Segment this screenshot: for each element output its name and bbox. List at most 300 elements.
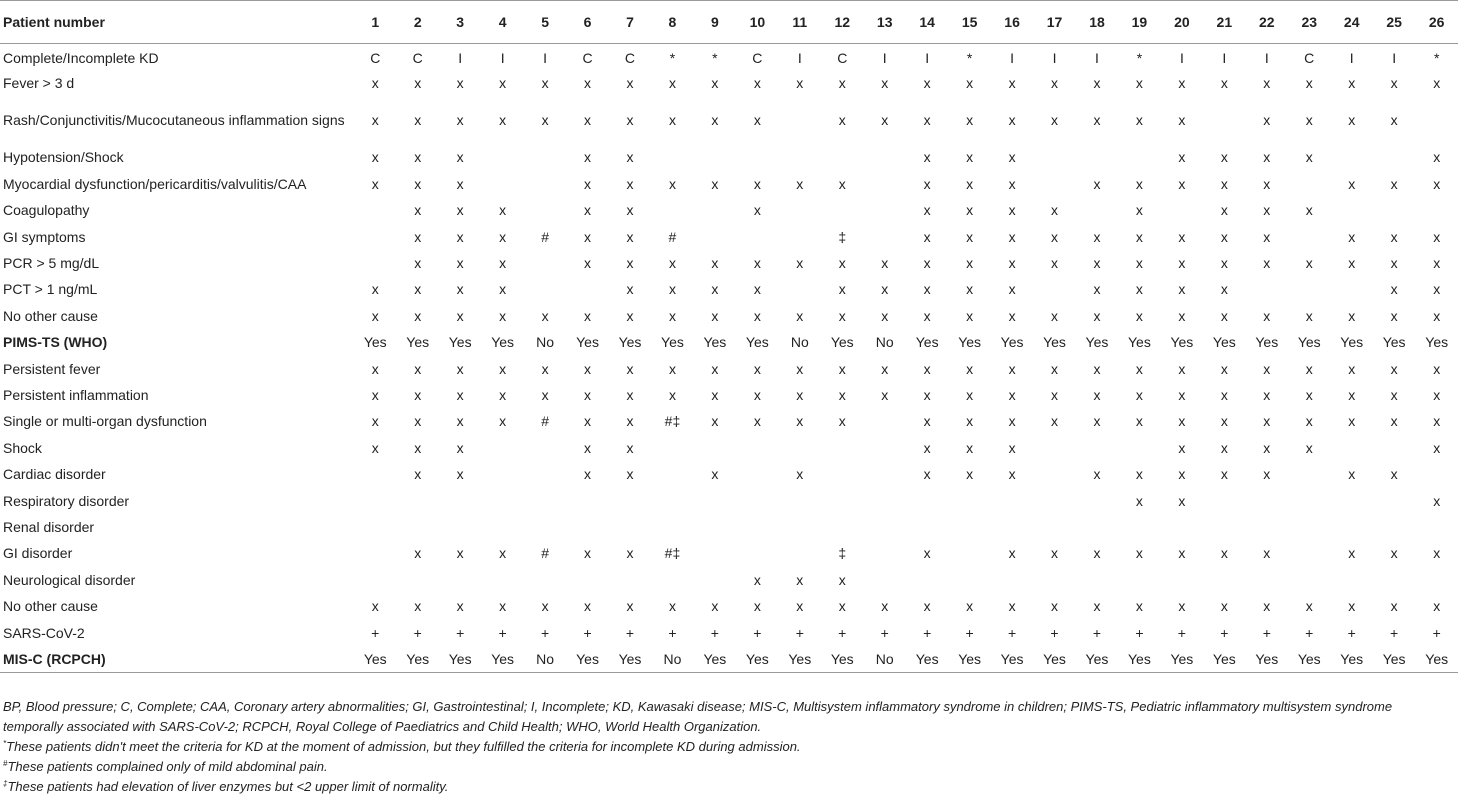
table-cell: C xyxy=(412,49,423,66)
table-cell: x xyxy=(838,386,846,403)
table-cell: x xyxy=(1390,112,1398,129)
table-cell xyxy=(1288,461,1330,487)
table-cell xyxy=(779,276,821,302)
table-cell: x xyxy=(1220,255,1228,272)
table-cell xyxy=(1033,435,1075,461)
table-cell xyxy=(779,435,821,461)
table-cell xyxy=(1246,276,1288,302)
table-cell xyxy=(863,514,905,540)
table-cell: x xyxy=(626,360,634,377)
table-row xyxy=(0,329,1458,355)
abbreviations-note: BP, Blood pressure; C, Complete; CAA, Coronary artery abnormalities; GI, Gastrointestinal; I, Incomplete; KD, Kawasaki disease; MIS-C, Multisystem inflammatory syndrome in children; PIMS-TS, Pediatric inflammatory multisystem syndrome temporally associated with SARS-CoV-2; RCPCH, Royal College of Paediatrics and Child Health; WHO, World Health Organization. xyxy=(3,699,1393,734)
table-cell xyxy=(948,567,990,593)
table-cell: + xyxy=(753,624,762,641)
table-cell: + xyxy=(1220,624,1229,641)
table-cell xyxy=(1203,567,1245,593)
table-cell xyxy=(948,540,990,566)
table-cell: Yes xyxy=(1085,334,1109,351)
table-cell xyxy=(481,144,523,170)
table-cell: x xyxy=(1135,255,1143,272)
table-cell xyxy=(863,540,905,566)
table-cell: x xyxy=(1433,545,1441,562)
table-cell xyxy=(1288,171,1330,197)
table-cell: x xyxy=(626,386,634,403)
table-cell: x xyxy=(1008,360,1016,377)
table-cell: + xyxy=(838,624,847,641)
table-cell: x xyxy=(1305,413,1313,430)
patient-number-header: 1 xyxy=(354,1,396,44)
table-cell xyxy=(1415,514,1458,540)
table-cell: x xyxy=(414,545,422,562)
row-label: No other cause xyxy=(3,307,98,324)
table-cell: x xyxy=(1220,439,1228,456)
patient-number-header: 13 xyxy=(863,1,905,44)
table-cell xyxy=(1033,487,1075,513)
table-cell: x xyxy=(1220,545,1228,562)
table-cell xyxy=(354,567,396,593)
patient-number-header: 9 xyxy=(694,1,736,44)
table-cell xyxy=(481,514,523,540)
table-cell: I xyxy=(882,49,887,66)
table-cell: x xyxy=(371,307,379,324)
table-cell: x xyxy=(753,175,761,192)
table-cell xyxy=(779,223,821,249)
table-cell: x xyxy=(499,112,507,129)
table-cell: x xyxy=(414,112,422,129)
header-row xyxy=(0,1,1458,44)
table-cell: x xyxy=(584,386,592,403)
table-cell: x xyxy=(414,175,422,192)
table-cell xyxy=(1161,567,1203,593)
table-cell: x xyxy=(584,360,592,377)
table-cell: x xyxy=(1348,307,1356,324)
table-cell: x xyxy=(1051,307,1059,324)
table-cell xyxy=(524,514,566,540)
row-label: Rash/Conjunctivitis/Mucocutaneous inflammation signs xyxy=(3,111,345,128)
table-cell: x xyxy=(584,255,592,272)
table-cell: x xyxy=(414,466,422,483)
table-cell: x xyxy=(668,255,676,272)
table-cell: x xyxy=(626,75,634,92)
table-cell: Yes xyxy=(1212,334,1236,351)
table-cell xyxy=(1076,435,1118,461)
table-cell: x xyxy=(838,75,846,92)
table-row xyxy=(0,223,1458,249)
table-cell xyxy=(1288,514,1330,540)
table-cell: x xyxy=(1305,307,1313,324)
table-row xyxy=(0,435,1458,461)
footnote-text: These patients complained only of mild abdominal pain. xyxy=(7,759,328,774)
table-cell: x xyxy=(1135,307,1143,324)
table-cell: x xyxy=(1093,598,1101,615)
table-cell: Yes xyxy=(1246,646,1288,672)
table-cell: Yes xyxy=(1000,334,1024,351)
table-cell xyxy=(821,461,863,487)
table-cell: x xyxy=(1263,413,1271,430)
table-cell: Yes xyxy=(736,646,778,672)
patient-number-header: 19 xyxy=(1118,1,1160,44)
row-label: PIMS-TS (WHO) xyxy=(3,334,108,351)
table-cell: x xyxy=(1305,386,1313,403)
table-cell xyxy=(1288,540,1330,566)
table-cell: Yes xyxy=(1340,334,1364,351)
table-cell: x xyxy=(1178,175,1186,192)
table-cell: x xyxy=(753,75,761,92)
footnote-mark: # xyxy=(3,759,8,768)
table-row xyxy=(0,382,1458,408)
table-cell xyxy=(354,461,396,487)
table-cell xyxy=(609,487,651,513)
table-cell: x xyxy=(966,360,974,377)
table-cell xyxy=(991,567,1033,593)
table-row xyxy=(0,96,1458,144)
table-cell xyxy=(524,197,566,223)
table-cell: x xyxy=(838,360,846,377)
table-cell xyxy=(1373,567,1415,593)
table-cell: Yes xyxy=(821,646,863,672)
table-cell: x xyxy=(1348,360,1356,377)
table-cell xyxy=(439,487,481,513)
table-cell: I xyxy=(1392,49,1397,66)
table-row xyxy=(0,593,1458,619)
table-cell: x xyxy=(584,228,592,245)
table-cell xyxy=(863,144,905,170)
table-cell: x xyxy=(499,413,507,430)
table-cell xyxy=(397,487,439,513)
table-cell: x xyxy=(1093,386,1101,403)
table-cell xyxy=(1076,487,1118,513)
table-cell xyxy=(694,144,736,170)
table-cell: x xyxy=(1051,202,1059,219)
patient-number-header: 23 xyxy=(1288,1,1330,44)
table-cell: x xyxy=(541,75,549,92)
table-cell: x xyxy=(626,175,634,192)
table-cell: x xyxy=(966,255,974,272)
table-cell: + xyxy=(583,624,592,641)
table-cell: x xyxy=(584,545,592,562)
table-cell: x xyxy=(1348,175,1356,192)
table-cell: C xyxy=(1304,49,1315,66)
table-cell: x xyxy=(1263,466,1271,483)
table-cell: x xyxy=(1008,112,1016,129)
table-cell: x xyxy=(1178,255,1186,272)
table-cell xyxy=(1330,435,1372,461)
table-cell: I xyxy=(1010,49,1015,66)
table-cell: x xyxy=(966,386,974,403)
table-cell: x xyxy=(753,307,761,324)
table-cell: Yes xyxy=(1043,334,1066,351)
table-cell: x xyxy=(1093,281,1101,298)
table-cell xyxy=(651,514,693,540)
table-cell: x xyxy=(1178,413,1186,430)
table-cell: x xyxy=(584,175,592,192)
patient-number-header: 7 xyxy=(609,1,651,44)
table-cell: x xyxy=(626,439,634,456)
table-row xyxy=(0,144,1458,170)
table-cell xyxy=(1288,223,1330,249)
table-cell: x xyxy=(626,149,634,166)
table-cell xyxy=(779,144,821,170)
table-cell: x xyxy=(414,386,422,403)
table-cell: x xyxy=(499,598,507,615)
table-cell: I xyxy=(925,49,930,66)
table-cell: x xyxy=(1178,386,1186,403)
table-cell: x xyxy=(626,255,634,272)
table-cell: x xyxy=(1348,255,1356,272)
table-cell: x xyxy=(923,255,931,272)
table-cell: Yes xyxy=(1118,646,1160,672)
table-cell: x xyxy=(1135,598,1143,615)
table-cell: Yes xyxy=(566,646,608,672)
table-cell: + xyxy=(1092,624,1102,641)
table-cell: x xyxy=(711,386,719,403)
table-cell: x xyxy=(1220,149,1228,166)
table-cell: x xyxy=(1263,75,1271,92)
table-row xyxy=(0,567,1458,593)
table-cell xyxy=(481,435,523,461)
table-cell: * xyxy=(712,49,718,66)
table-cell: x xyxy=(1433,149,1441,166)
table-cell xyxy=(481,461,523,487)
table-cell: Yes xyxy=(576,334,599,351)
table-cell: x xyxy=(923,545,931,562)
table-cell: x xyxy=(1178,149,1186,166)
table-cell: x xyxy=(923,149,931,166)
row-label: Single or multi-organ dysfunction xyxy=(3,413,207,430)
table-cell: x xyxy=(499,386,507,403)
table-cell: x xyxy=(456,598,464,615)
table-cell: I xyxy=(1349,49,1354,66)
table-cell xyxy=(1033,144,1075,170)
table-cell: x xyxy=(584,413,592,430)
table-cell: x xyxy=(668,281,676,298)
table-cell: x xyxy=(881,75,889,92)
table-cell: x xyxy=(1178,492,1186,509)
table-cell: x xyxy=(371,149,379,166)
row-label: GI disorder xyxy=(3,545,73,562)
footnote-dagger xyxy=(3,777,1455,797)
table-cell: x xyxy=(1135,545,1143,562)
patient-number-header: 3 xyxy=(439,1,481,44)
table-cell: x xyxy=(1135,75,1143,92)
table-cell: Yes xyxy=(703,334,727,351)
footnote-text: These patients didn't meet the criteria for KD at the moment of admission, but they fulfilled the criteria for incomplete KD during admission. xyxy=(6,739,801,754)
table-cell: x xyxy=(414,75,422,92)
table-cell xyxy=(566,567,608,593)
table-cell: Yes xyxy=(397,646,439,672)
table-cell xyxy=(779,96,821,144)
patient-number-header: 2 xyxy=(397,1,439,44)
table-cell xyxy=(651,567,693,593)
table-cell: + xyxy=(710,624,719,641)
table-cell: Yes xyxy=(1128,334,1151,351)
table-cell: x xyxy=(966,466,974,483)
table-cell: x xyxy=(1051,360,1059,377)
table-cell: x xyxy=(1348,598,1356,615)
table-cell: x xyxy=(923,202,931,219)
table-cell xyxy=(991,487,1033,513)
table-cell: x xyxy=(1263,202,1271,219)
table-cell: x xyxy=(923,75,931,92)
table-cell: x xyxy=(1348,75,1356,92)
table-cell xyxy=(736,223,778,249)
table-cell: + xyxy=(1007,624,1017,641)
table-cell: x xyxy=(1390,255,1398,272)
table-cell: * xyxy=(1433,49,1440,66)
table-cell: x xyxy=(499,360,507,377)
table-cell: x xyxy=(1051,598,1059,615)
table-cell xyxy=(863,171,905,197)
table-cell: x xyxy=(966,175,974,192)
table-cell xyxy=(524,435,566,461)
table-cell xyxy=(1288,567,1330,593)
table-cell xyxy=(354,514,396,540)
table-cell xyxy=(1118,514,1160,540)
table-cell: x xyxy=(1093,413,1101,430)
table-cell: x xyxy=(1135,360,1143,377)
table-cell: x xyxy=(1220,360,1228,377)
table-cell: x xyxy=(711,75,719,92)
table-cell: + xyxy=(498,624,507,641)
table-cell: x xyxy=(796,571,804,588)
table-cell: x xyxy=(1433,386,1441,403)
table-cell: x xyxy=(1433,360,1441,377)
table-cell: x xyxy=(881,281,889,298)
table-cell: x xyxy=(1433,439,1441,456)
table-cell: x xyxy=(1178,598,1186,615)
table-cell: x xyxy=(626,228,634,245)
table-cell: Yes xyxy=(1330,646,1372,672)
table-cell: x xyxy=(966,149,974,166)
table-cell xyxy=(821,487,863,513)
table-cell: x xyxy=(1390,228,1398,245)
table-cell xyxy=(1033,567,1075,593)
table-cell: x xyxy=(966,281,974,298)
patient-number-header: 4 xyxy=(481,1,523,44)
table-cell: x xyxy=(584,112,592,129)
table-cell: No xyxy=(524,646,566,672)
table-row xyxy=(0,646,1458,672)
table-cell: Yes xyxy=(354,646,396,672)
table-cell: x xyxy=(541,386,549,403)
footnote-asterisk xyxy=(3,737,1455,757)
table-cell: Yes xyxy=(1373,646,1415,672)
table-cell xyxy=(863,223,905,249)
table-cell xyxy=(736,514,778,540)
table-cell: x xyxy=(1390,545,1398,562)
table-cell: x xyxy=(1008,75,1016,92)
table-cell: x xyxy=(753,598,761,615)
table-cell: x xyxy=(456,175,464,192)
table-cell: x xyxy=(414,281,422,298)
table-cell: x xyxy=(881,598,889,615)
row-label: Hypotension/Shock xyxy=(3,149,124,166)
table-cell xyxy=(1203,514,1245,540)
patient-number-header: 8 xyxy=(651,1,693,44)
table-cell xyxy=(1203,96,1245,144)
table-cell: x xyxy=(1178,228,1186,245)
table-cell: Yes xyxy=(661,334,684,351)
table-cell: x xyxy=(711,255,719,272)
table-cell: x xyxy=(753,281,761,298)
table-cell: Yes xyxy=(906,646,948,672)
table-cell xyxy=(1330,144,1372,170)
table-cell: x xyxy=(923,307,931,324)
table-cell: x xyxy=(1433,598,1441,615)
table-cell: x xyxy=(881,386,889,403)
table-cell: x xyxy=(1433,281,1441,298)
table-cell xyxy=(566,514,608,540)
table-cell: x xyxy=(1390,281,1398,298)
table-cell xyxy=(1033,514,1075,540)
table-cell: x xyxy=(456,307,464,324)
table-cell: x xyxy=(456,228,464,245)
table-cell: x xyxy=(1263,255,1271,272)
table-cell: x xyxy=(966,598,974,615)
table-cell: x xyxy=(753,571,761,588)
table-cell: x xyxy=(1390,360,1398,377)
table-cell: x xyxy=(1390,307,1398,324)
table-cell xyxy=(1161,197,1203,223)
table-cell xyxy=(863,197,905,223)
table-cell: x xyxy=(1008,466,1016,483)
table-cell: Yes xyxy=(745,334,769,351)
table-cell xyxy=(1033,276,1075,302)
row-label: Cardiac disorder xyxy=(3,466,106,483)
table-cell: Yes xyxy=(448,334,472,351)
table-cell xyxy=(821,197,863,223)
table-cell xyxy=(1033,171,1075,197)
table-row xyxy=(0,303,1458,329)
table-cell: x xyxy=(711,175,719,192)
table-cell: x xyxy=(499,307,507,324)
table-cell: x xyxy=(923,281,931,298)
table-cell: * xyxy=(1136,49,1143,66)
table-cell: + xyxy=(923,624,932,641)
table-cell xyxy=(863,408,905,434)
table-cell: x xyxy=(414,307,422,324)
table-cell: x xyxy=(456,413,464,430)
table-cell: + xyxy=(540,624,550,641)
table-cell: x xyxy=(1008,386,1016,403)
table-cell: x xyxy=(1305,255,1313,272)
table-cell: x xyxy=(626,281,634,298)
table-cell: x xyxy=(541,598,549,615)
table-cell: No xyxy=(875,334,894,351)
table-cell xyxy=(694,514,736,540)
table-row xyxy=(0,355,1458,381)
table-cell: Yes xyxy=(363,334,387,351)
table-cell: x xyxy=(1051,413,1059,430)
table-cell: x xyxy=(838,571,846,588)
table-cell: No xyxy=(651,646,693,672)
table-cell: Yes xyxy=(991,646,1033,672)
table-cell: Yes xyxy=(1170,334,1194,351)
table-cell: x xyxy=(753,413,761,430)
table-cell xyxy=(609,567,651,593)
table-cell: x xyxy=(1135,466,1143,483)
table-cell: + xyxy=(371,624,380,641)
table-cell: I xyxy=(1095,49,1099,66)
table-cell xyxy=(863,487,905,513)
table-cell: x xyxy=(1305,360,1313,377)
table-cell: Yes xyxy=(491,334,515,351)
table-cell: x xyxy=(414,255,422,272)
table-cell: x xyxy=(371,413,379,430)
table-cell: ‡ xyxy=(838,545,847,562)
table-cell: x xyxy=(1008,255,1016,272)
table-cell: x xyxy=(1220,307,1228,324)
